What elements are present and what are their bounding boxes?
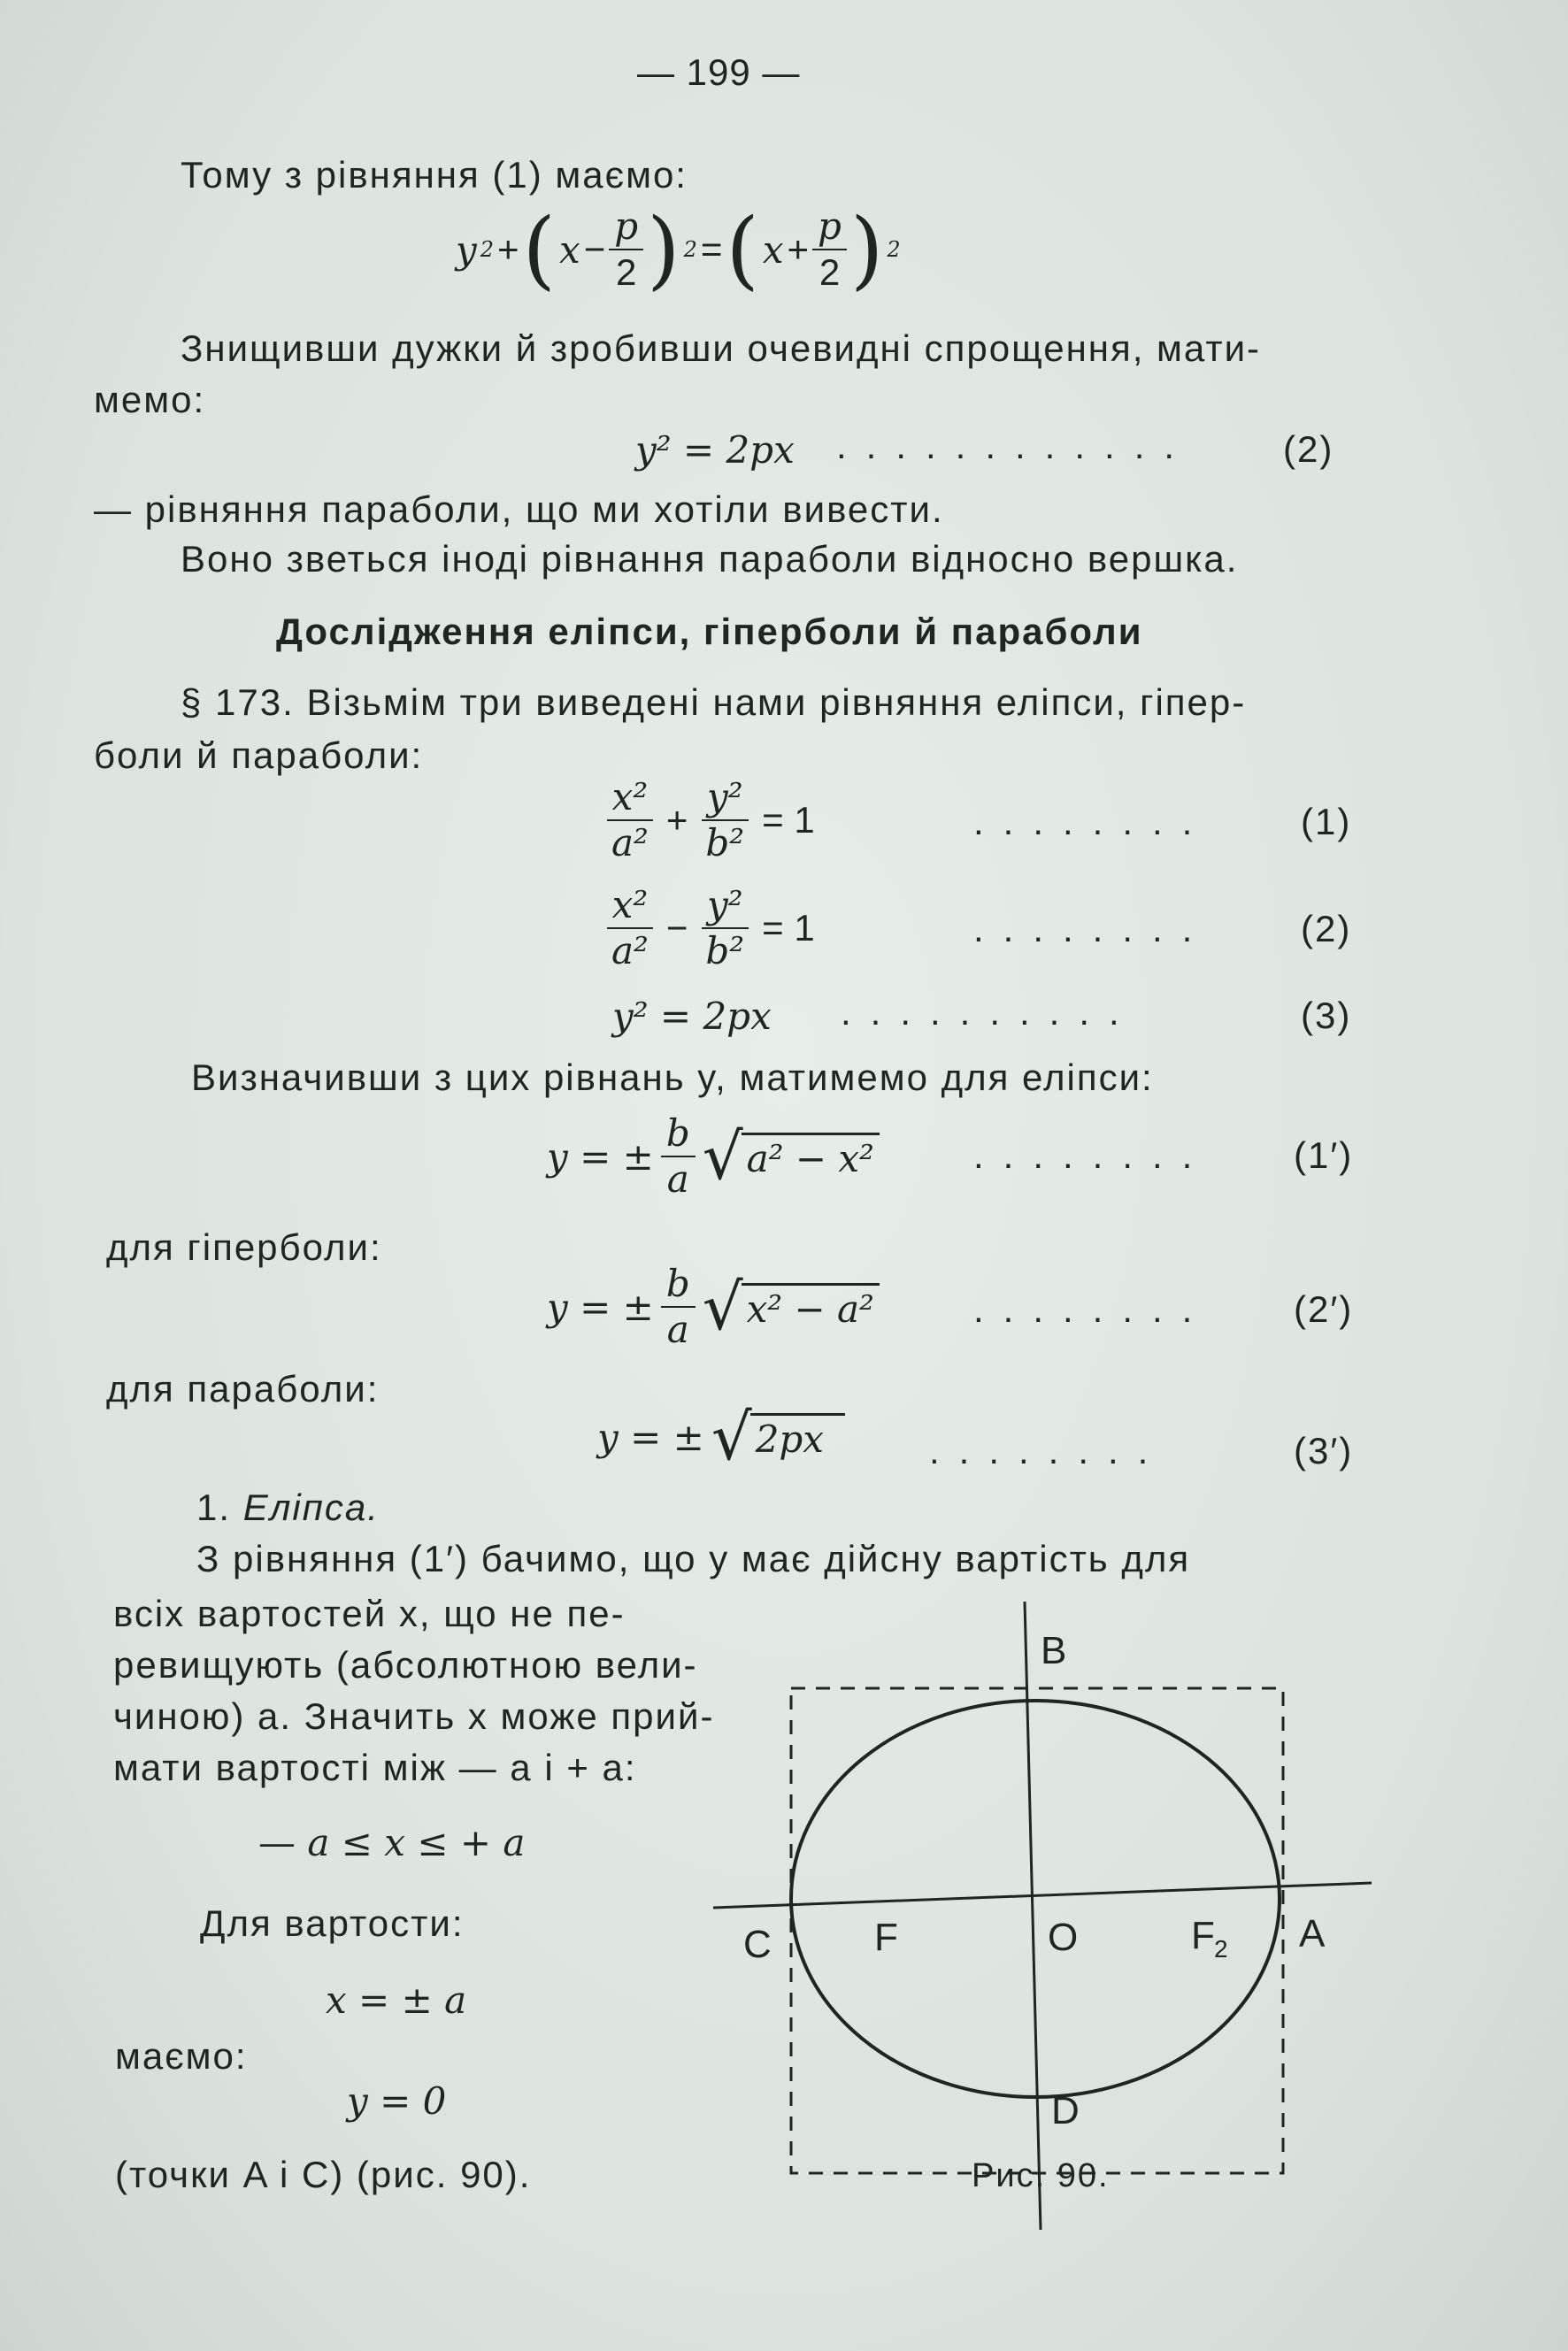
point-label-d: D bbox=[1051, 2089, 1080, 2132]
leader-dots: ........ bbox=[929, 1430, 1168, 1471]
fraction: $\frac{p}{2}$ bbox=[609, 208, 643, 291]
paragraph: мати вартості між — a і + a: bbox=[113, 1747, 637, 1788]
paragraph: ревищують (абсолютною вели- bbox=[113, 1644, 698, 1686]
equation-2: y² = 2px bbox=[635, 428, 795, 472]
equation-number: (2) bbox=[1283, 428, 1334, 470]
paragraph: Для вартости: bbox=[200, 1902, 465, 1944]
x-axis bbox=[713, 1883, 1372, 1908]
ellipse-figure bbox=[699, 1593, 1389, 2230]
subsection-number: 1. bbox=[196, 1487, 232, 1528]
leader-dots: .......... bbox=[841, 991, 1139, 1033]
paragraph: чиною) a. Значить x може прий- bbox=[113, 1695, 715, 1737]
paragraph: для параболи: bbox=[106, 1368, 380, 1410]
paragraph: мемо: bbox=[94, 379, 206, 420]
paragraph: Воно зветься іноді рівнання параболи відносно вершка. bbox=[181, 538, 1239, 580]
paragraph: Тому з рівняння (1) маємо: bbox=[181, 154, 688, 196]
point-label-b: B bbox=[1041, 1629, 1067, 1672]
paragraph: Визначивши з цих рівнань y, матимемо для еліпси: bbox=[191, 1056, 1154, 1098]
paragraph: для гіперболи: bbox=[106, 1226, 382, 1268]
paragraph: всіх вартостей x, що не пе- bbox=[113, 1593, 626, 1634]
leader-dots: ........ bbox=[973, 1288, 1212, 1330]
equation-main: y 2 + ( x − $\frac{p}{2}$ ) 2 = ( x + $\frac{p}{2}$ ) 2 bbox=[456, 200, 901, 299]
section-heading: Дослідження еліпси, гіперболи й параболи bbox=[276, 611, 1143, 652]
equation-2-prime: y = ± $\frac{b}{a}$ √ x² − a² bbox=[547, 1265, 880, 1348]
eq-plus: + bbox=[787, 228, 810, 270]
equation-y: y = 0 bbox=[347, 2079, 447, 2123]
equation-number: (3′) bbox=[1294, 1430, 1354, 1471]
paragraph: Знищивши дужки й зробивши очевидні спрощення, мати- bbox=[181, 327, 1262, 369]
equation-parabola: y² = 2px bbox=[612, 995, 772, 1038]
equation-3-prime: y = ± √ 2px bbox=[597, 1405, 845, 1469]
point-label-f2: F bbox=[1191, 1914, 1215, 1957]
equation-x: x = ± a bbox=[326, 1978, 467, 2022]
point-label-o: O bbox=[1048, 1916, 1079, 1959]
page-number: — 199 — bbox=[637, 51, 801, 93]
equation-hyperbola: $\frac{\text{x²}}{\text{a²}}$ − $\frac{\text{y²}}{\text{b²}}$ = 1 bbox=[606, 887, 815, 970]
eq-plus: + bbox=[497, 228, 519, 270]
paragraph: маємо: bbox=[115, 2035, 248, 2077]
equation-number: (1) bbox=[1301, 801, 1352, 842]
leader-dots: ............ bbox=[836, 425, 1195, 466]
paragraph: — рівняння параболи, що ми хотіли вивести. bbox=[94, 488, 944, 530]
equation-1-prime: y = ± $\frac{b}{a}$ √ a² − x² bbox=[547, 1115, 880, 1198]
y-axis bbox=[1025, 1602, 1041, 2230]
eq-x: x bbox=[762, 227, 784, 272]
equation-number: (1′) bbox=[1294, 1134, 1354, 1176]
paragraph: (точки A і C) (рис. 90). bbox=[115, 2154, 532, 2195]
equation-number: (2′) bbox=[1294, 1288, 1354, 1330]
subsection-title bbox=[196, 1487, 380, 1529]
inequality: — a ≤ x ≤ + a bbox=[258, 1821, 526, 1864]
eq-y: y bbox=[456, 227, 477, 272]
equation-number: (2) bbox=[1301, 908, 1352, 949]
eq-x: x bbox=[559, 227, 580, 272]
eq-minus: − bbox=[583, 228, 606, 270]
fraction: $\frac{p}{2}$ bbox=[812, 208, 847, 291]
paragraph: З рівняння (1′) бачимо, що y має дійсну вартість для bbox=[196, 1538, 1191, 1579]
eq-equals: = bbox=[700, 228, 723, 270]
paragraph: боли й параболи: bbox=[94, 734, 424, 776]
equation-ellipse: $\frac{\text{x²}}{\text{a²}}$ + $\frac{\text{y²}}{\text{b²}}$ = 1 bbox=[606, 779, 815, 862]
point-label-f: F bbox=[874, 1916, 898, 1959]
subsection-name: Еліпса. bbox=[242, 1487, 380, 1528]
leader-dots: ........ bbox=[973, 801, 1212, 842]
figure-caption: Рис. 90. bbox=[972, 2157, 1110, 2194]
leader-dots: ........ bbox=[973, 908, 1212, 949]
point-label-a: A bbox=[1299, 1912, 1326, 1955]
leader-dots: ........ bbox=[973, 1134, 1212, 1176]
equation-number: (3) bbox=[1301, 995, 1352, 1036]
point-label-f2-subscript: 2 bbox=[1214, 1935, 1228, 1963]
paragraph: § 173. Візьмім три виведені нами рівняння еліпси, гіпер- bbox=[181, 681, 1247, 723]
point-label-c: C bbox=[743, 1923, 772, 1966]
